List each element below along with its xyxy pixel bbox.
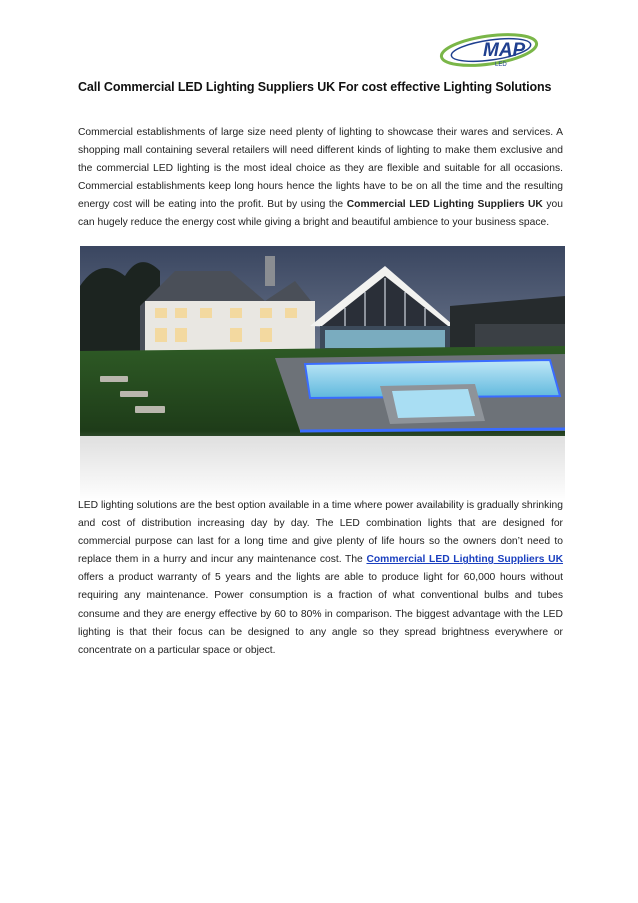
paragraph-intro	[78, 124, 563, 233]
para1-text-after: you can hugely reduce the energy cost while giving a bright and beautiful ambience to your business space.	[78, 199, 564, 229]
map-led-logo	[437, 30, 567, 70]
logo-brand: MAP	[483, 40, 526, 61]
para2-text-before: LED lighting solutions are the best option available in a time where power availability is gradually shrinking and cost of distribution increasing day by day. The LED combination lights that are designed for commercial purpose can last for a long time and give plenty of life hours so the owners don’t need to replace them in a hurry and incur any maintenance cost. The	[78, 500, 563, 566]
paragraph-benefits	[78, 497, 563, 660]
page-title: Call Commercial LED Lighting Suppliers UK For cost effective Lighting Solutions	[78, 80, 552, 94]
para1-bold-keyword: Commercial LED Lighting Suppliers UK	[346, 199, 543, 211]
logo-sub: LED	[495, 62, 507, 68]
house-pool-photo	[80, 246, 565, 501]
para2-text-after: offers a product warranty of 5 years and the lights are able to produce light for 60,000 hours without requiring any maintenance. Power consumption is a fraction of what conventional bulbs and tubes consume and they are energy effective by 60 to 80% in comparison. The biggest advantage with the LED lighting is that their focus can be designed to any angle so they spread brightness everywhere or concentrate on a particular space or object.	[78, 572, 563, 656]
commercial-led-suppliers-link[interactable]: Commercial LED Lighting Suppliers UK	[366, 554, 564, 566]
para1-text-before: Commercial establishments of large size need plenty of lighting to showcase their wares and services. A shopping mall containing several retailers will need different kinds of lighting to make them exclusive and the commercial LED lighting is the most ideal choice as they are flexible and suitable for all occasions. Commercial establishments keep long hours hence the lights have to be on all the time and the resulting energy cost will be eating into the profit. But by using the	[78, 127, 563, 211]
